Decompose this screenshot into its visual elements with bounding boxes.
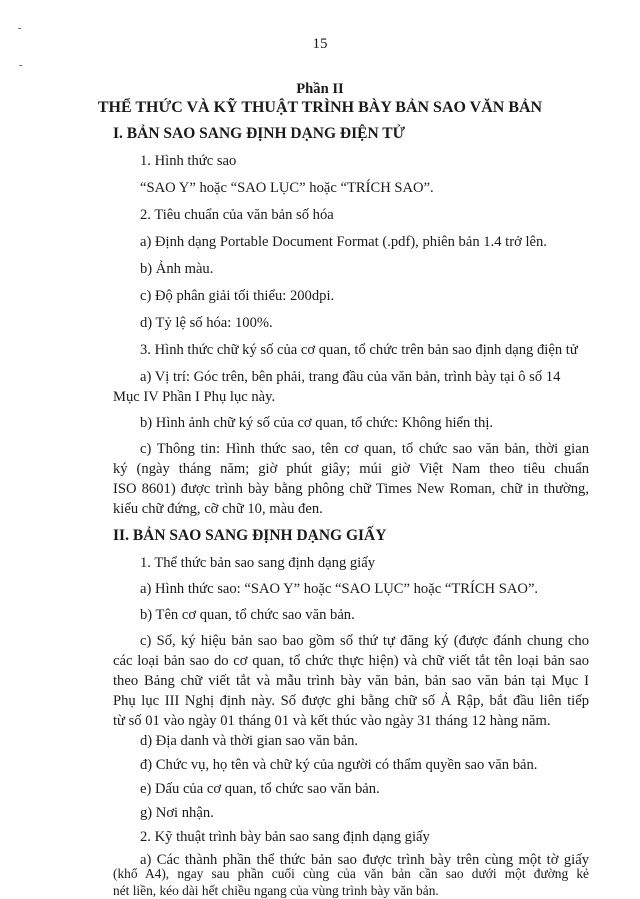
paragraph-line: kiểu chữ đứng, cỡ chữ 10, màu đen.: [113, 501, 323, 517]
paragraph-line: a) Vị trí: Góc trên, bên phải, trang đầu của văn bản, trình bày tại ô số 14: [140, 369, 561, 385]
paragraph-line: d) Địa danh và thời gian sao văn bản.: [140, 733, 359, 749]
part-title: THỂ THỨC VÀ KỸ THUẬT TRÌNH BÀY BẢN SAO VĂN BẢN: [97, 99, 543, 116]
margin-mark: -: [18, 23, 22, 34]
paragraph-line: b) Tên cơ quan, tổ chức sao văn bản.: [140, 607, 355, 623]
paragraph-line: các loại bản sao do cơ quan, tổ chức thực hiện) và chữ viết tắt tên loại bản sao: [113, 653, 589, 669]
paragraph-line: b) Hình ảnh chữ ký số của cơ quan, tổ chức: Không hiển thị.: [140, 415, 494, 431]
paragraph-line: ký (ngày tháng năm; giờ phút giây; múi giờ Việt Nam theo tiêu chuẩn: [113, 461, 589, 477]
section-heading: II. BẢN SAO SANG ĐỊNH DẠNG GIẤY: [113, 527, 387, 544]
paragraph-line: Mục IV Phần I Phụ lục này.: [113, 389, 276, 405]
paragraph-line: “SAO Y” hoặc “SAO LỤC” hoặc “TRÍCH SAO”.: [140, 180, 434, 196]
paragraph-line: (khổ A4), ngay sau phần cuối cùng của văn bản cần sao dưới một đường kẻ: [113, 866, 589, 881]
paragraph-line: c) Số, ký hiệu bản sao bao gồm số thứ tự đăng ký (được đánh chung cho: [140, 633, 589, 649]
item-title: 2. Kỹ thuật trình bày bản sao sang định dạng giấy: [140, 829, 430, 845]
paragraph-line: Phụ lục III Nghị định này. Số được ghi bằng chữ số Ả Rập, bắt đầu liên tiếp: [113, 693, 589, 709]
paragraph-line: c) Độ phân giải tối thiểu: 200dpi.: [140, 288, 335, 304]
item-title: 2. Tiêu chuẩn của văn bản số hóa: [140, 207, 334, 223]
paragraph-line: a) Định dạng Portable Document Format (.pdf), phiên bản 1.4 trở lên.: [140, 234, 547, 250]
item-title: 3. Hình thức chữ ký số của cơ quan, tổ chức trên bản sao định dạng điện tử: [140, 342, 578, 358]
paragraph-line: theo Bảng chữ viết tắt và mẫu trình bày văn bản, bản sao văn bản tại Mục I: [113, 673, 589, 689]
item-title: 1. Thể thức bản sao sang định dạng giấy: [140, 555, 376, 571]
paragraph-line: đ) Chức vụ, họ tên và chữ ký của người có thẩm quyền sao văn bản.: [140, 757, 538, 773]
paragraph-line: b) Ảnh màu.: [140, 261, 214, 277]
item-title: 1. Hình thức sao: [140, 153, 237, 169]
paragraph-line: e) Dấu của cơ quan, tổ chức sao văn bản.: [140, 781, 380, 797]
paragraph-line: a) Hình thức sao: “SAO Y” hoặc “SAO LỤC” hoặc “TRÍCH SAO”.: [140, 581, 539, 597]
paragraph-line: ISO 8601) được trình bày bằng phông chữ Times New Roman, chữ in thường,: [113, 481, 589, 497]
paragraph-line: d) Tỷ lệ số hóa: 100%.: [140, 315, 273, 331]
paragraph-line: g) Nơi nhận.: [140, 805, 214, 821]
margin-mark: -: [19, 60, 23, 71]
page-number: 15: [312, 36, 328, 52]
paragraph-line: c) Thông tin: Hình thức sao, tên cơ quan, tổ chức sao văn bản, thời gian: [140, 441, 589, 457]
paragraph-line: nét liền, kéo dài hết chiều ngang của vùng trình bày văn bản.: [113, 883, 439, 898]
paragraph-line: từ số 01 vào ngày 01 tháng 01 và kết thúc vào ngày 31 tháng 12 hàng năm.: [113, 713, 551, 729]
paragraph-line: a) Các thành phần thể thức bản sao được trình bày trên cùng một tờ giấy: [140, 852, 589, 868]
part-label: Phần II: [296, 81, 344, 97]
section-heading: I. BẢN SAO SANG ĐỊNH DẠNG ĐIỆN TỬ: [113, 125, 405, 142]
